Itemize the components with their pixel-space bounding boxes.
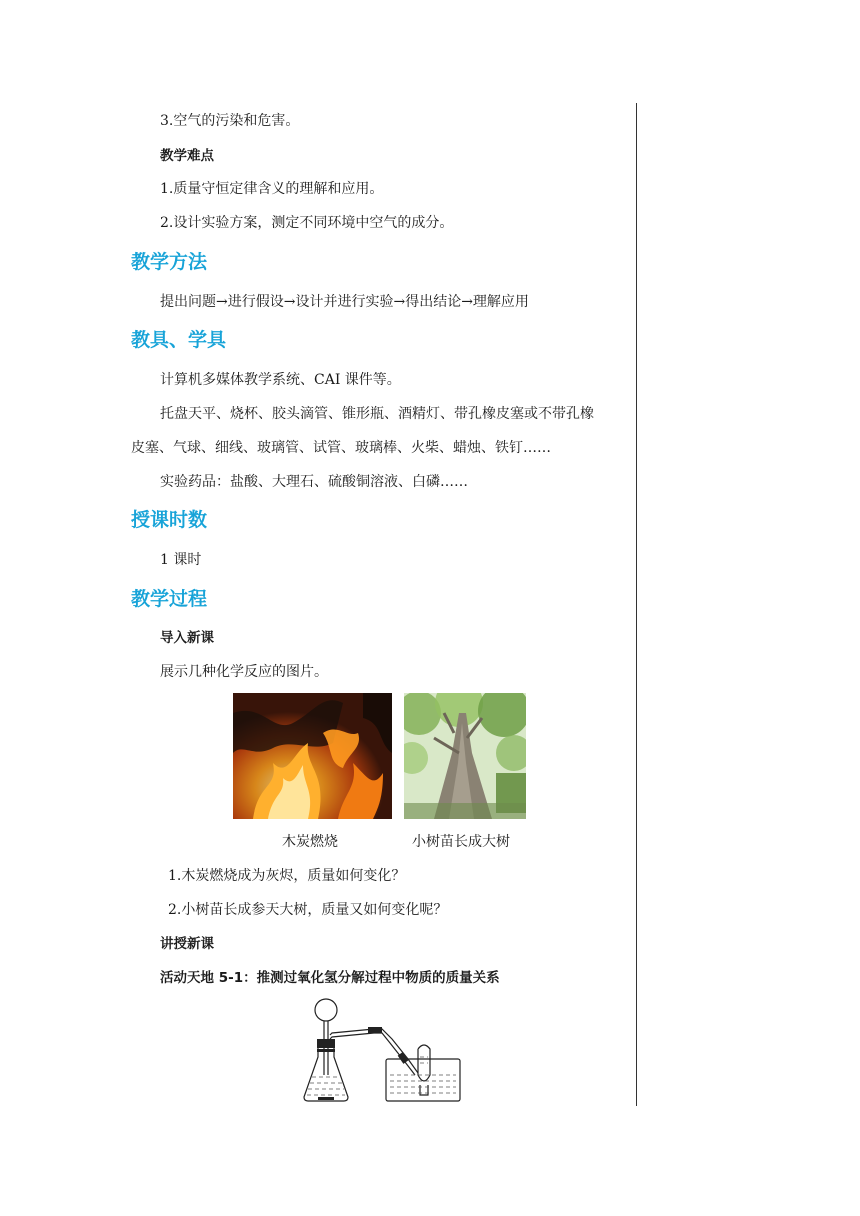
section-heading-process: 教学过程: [131, 588, 208, 610]
charcoal-burning-photo: [233, 693, 392, 819]
caption-charcoal: 木炭燃烧: [282, 834, 338, 850]
section-heading-tools: 教具、学具: [131, 329, 227, 351]
caption-tree: 小树苗长成大树: [412, 834, 510, 850]
difficulty-intro: 3.空气的污染和危害。: [160, 113, 300, 129]
tools-line-3: 实验药品：盐酸、大理石、硫酸铜溶液、白磷……: [160, 474, 468, 490]
difficulty-item-2: 2.设计实验方案，测定不同环境中空气的成分。: [160, 215, 454, 231]
intro-text: 展示几种化学反应的图片。: [160, 664, 328, 680]
tools-line-2b: 皮塞、气球、细线、玻璃管、试管、玻璃棒、火柴、蜡烛、铁钉……: [131, 440, 551, 456]
activity-heading: 活动天地 5-1：推测过氧化氢分解过程中物质的质量关系: [160, 970, 500, 986]
page-border-line: [636, 103, 637, 1106]
difficulty-heading: 教学难点: [160, 148, 214, 164]
tools-line-1: 计算机多媒体教学系统、CAI 课件等。: [160, 372, 401, 388]
tools-line-2a: 托盘天平、烧杯、胶头滴管、锥形瓶、酒精灯、带孔橡皮塞或不带孔橡: [160, 406, 594, 422]
methods-text: 提出问题→进行假设→设计并进行实验→得出结论→理解应用: [160, 294, 529, 310]
section-heading-hours: 授课时数: [131, 509, 208, 531]
question-1: 1.木炭燃烧成为灰烬，质量如何变化？: [168, 868, 406, 884]
question-2: 2.小树苗长成参天大树，质量又如何变化呢？: [168, 902, 448, 918]
apparatus-diagram: [300, 995, 465, 1105]
intro-heading: 导入新课: [160, 630, 214, 646]
tree-growing-photo: [404, 693, 526, 819]
difficulty-item-1: 1.质量守恒定律含义的理解和应用。: [160, 181, 384, 197]
hours-text: 1 课时: [160, 552, 202, 568]
section-heading-methods: 教学方法: [131, 251, 208, 273]
new-lesson-heading: 讲授新课: [160, 936, 214, 952]
